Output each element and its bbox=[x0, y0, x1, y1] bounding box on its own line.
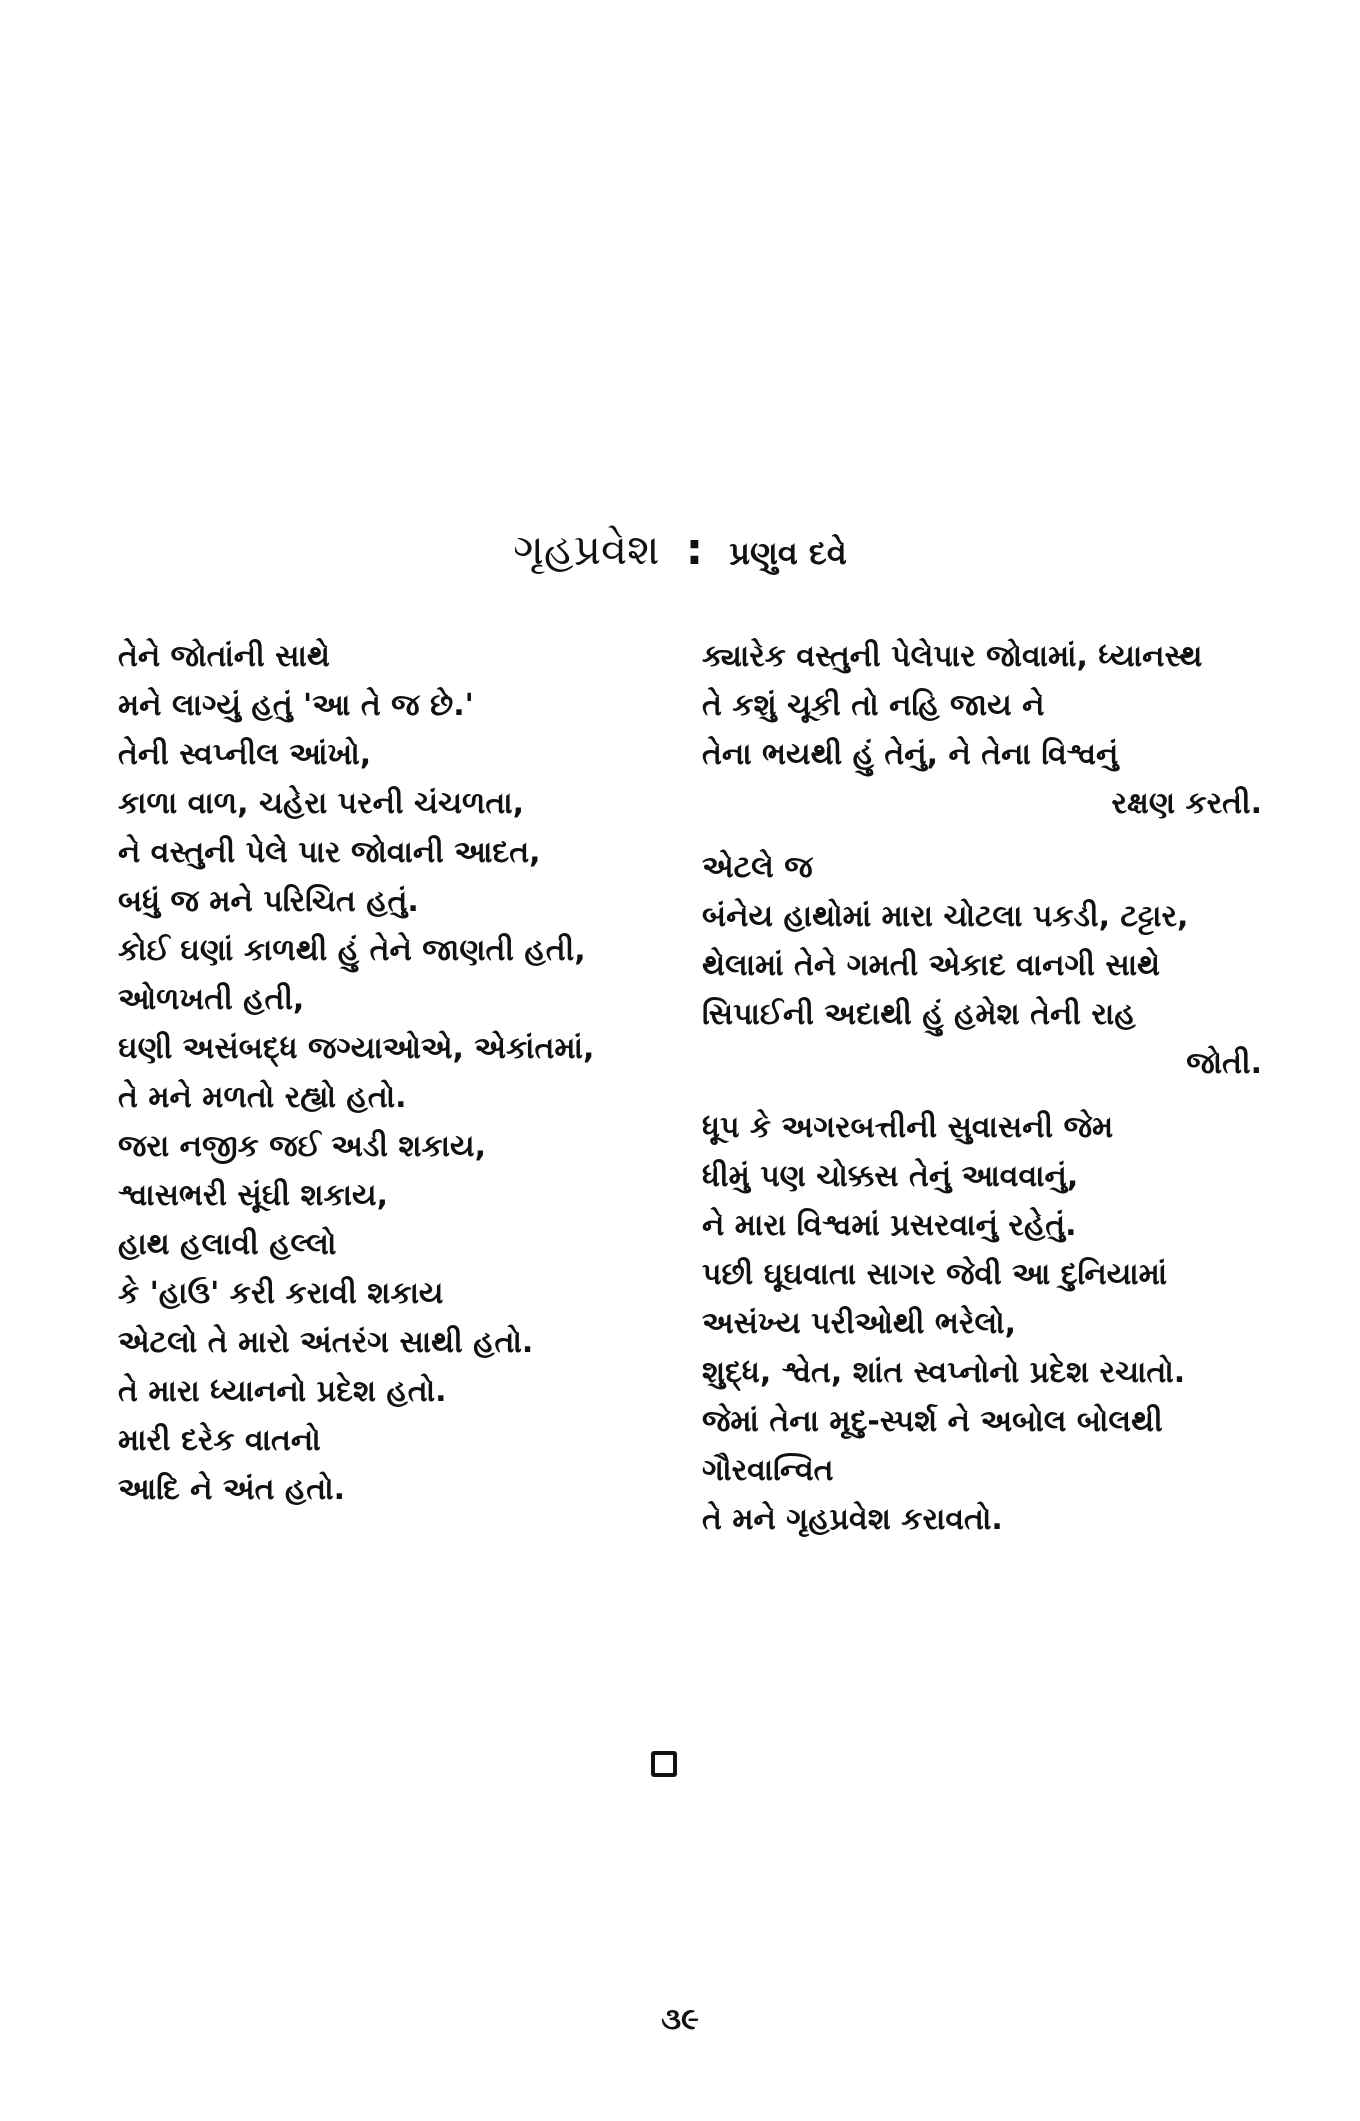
poem-title-block bbox=[0, 520, 1360, 583]
poem-line: જરા નજીક જઈ અડી શકાય, bbox=[118, 1129, 486, 1164]
poem-line: ધૂપ કે અગરબત્તીની સુવાસની જેમ bbox=[702, 1110, 1114, 1145]
poem-line: રક્ષણ કરતી. bbox=[1111, 786, 1262, 821]
poem-line: જોતી. bbox=[1186, 1046, 1262, 1081]
poem-line: કાળા વાળ, ચહેરા પરની ચંચળતા, bbox=[118, 786, 525, 821]
poem-line: ઓળખતી હતી, bbox=[118, 982, 305, 1017]
poem-line: કે 'હાઉ' કરી કરાવી શકાય bbox=[118, 1276, 444, 1311]
poem-line: જેમાં તેના મૃદુ-સ્પર્શ ને અબોલ બોલથી bbox=[702, 1404, 1163, 1439]
poem-line: ઘણી અસંબદ્ધ જગ્યાઓએ, એકાંતમાં, bbox=[118, 1031, 595, 1066]
poem-line: તેને જોતાંની સાથે bbox=[118, 639, 330, 674]
poem-line: બધું જ મને પરિચિત હતું. bbox=[118, 884, 419, 919]
title-separator: : bbox=[685, 524, 704, 575]
poem-line: તે કશું ચૂકી તો નહિ જાય ને bbox=[702, 688, 1045, 723]
stanza-gap bbox=[702, 828, 1262, 843]
stanza-gap bbox=[702, 1088, 1262, 1103]
poem-line: તેની સ્વપ્નીલ આંખો, bbox=[118, 737, 372, 772]
poem-line: તે મને ગૃહપ્રવેશ કરાવતો. bbox=[702, 1502, 1003, 1537]
right-column bbox=[702, 632, 1262, 1544]
poem-line: બંનેય હાથોમાં મારા ચોટલા પકડી, ટટ્ટાર, bbox=[702, 899, 1189, 934]
poem-line: ક્યારેક વસ્તુની પેલેપાર જોવામાં, ધ્યાનસ્થ bbox=[702, 639, 1203, 674]
poem-line: તે મારા ધ્યાનનો પ્રદેશ હતો. bbox=[118, 1374, 447, 1409]
poem-line: ને વસ્તુની પેલે પાર જોવાની આદત, bbox=[118, 835, 541, 870]
poem-line: શ્વાસભરી સૂંઘી શકાય, bbox=[118, 1178, 388, 1213]
poem-line: અસંખ્ય પરીઓથી ભરેલો, bbox=[702, 1306, 1017, 1341]
poem-line: મારી દરેક વાતનો bbox=[118, 1423, 321, 1458]
poem-line: હાથ હલાવી હલ્લો bbox=[118, 1227, 337, 1262]
page-number: ૩૯ bbox=[661, 2002, 699, 2037]
poem-line: ને મારા વિશ્વમાં પ્રસરવાનું રહેતું. bbox=[702, 1208, 1077, 1243]
poem-line: કોઈ ઘણાં કાળથી હું તેને જાણતી હતી, bbox=[118, 933, 586, 968]
poem-line: એટલે જ bbox=[702, 850, 813, 885]
poem-line: પછી ઘૂઘવાતા સાગર જેવી આ દુનિયામાં bbox=[702, 1257, 1168, 1292]
poem-line: ધીમું પણ ચોક્કસ તેનું આવવાનું, bbox=[702, 1159, 1079, 1194]
poem-line: તે મને મળતો રહ્યો હતો. bbox=[118, 1080, 407, 1115]
poem-line: મને લાગ્યું હતું 'આ તે જ છે.' bbox=[118, 688, 474, 723]
poem-title: ગૃહપ્રવેશ bbox=[513, 525, 660, 574]
poem-line: સિપાઈની અદાથી હું હમેશ તેની રાહ bbox=[702, 997, 1136, 1032]
left-column bbox=[118, 632, 678, 1514]
poem-line: એટલો તે મારો અંતરંગ સાથી હતો. bbox=[118, 1325, 534, 1360]
poem-line: શુદ્ધ, શ્વેત, શાંત સ્વપ્નોનો પ્રદેશ રચાતો. bbox=[702, 1355, 1186, 1390]
poem-line: થેલામાં તેને ગમતી એકાદ વાનગી સાથે bbox=[702, 948, 1161, 983]
poem-line: ગૌરવાન્વિત bbox=[702, 1453, 834, 1488]
hollow-square-icon bbox=[651, 1751, 677, 1777]
poem-author: પ્રણુવ દવે bbox=[729, 534, 847, 572]
poem-line: આદિ ને અંત હતો. bbox=[118, 1472, 346, 1507]
poem-line: તેના ભયથી હું તેનું, ને તેના વિશ્વનું bbox=[702, 737, 1119, 772]
